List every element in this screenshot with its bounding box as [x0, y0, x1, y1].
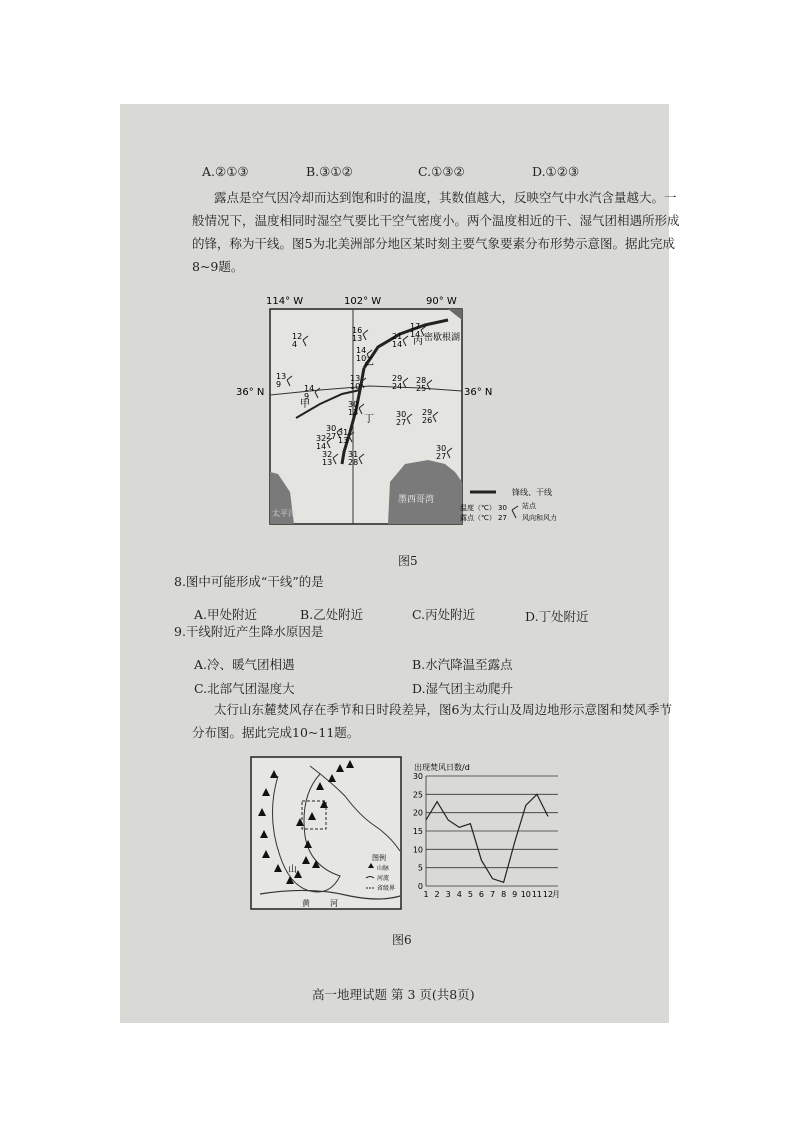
intro1-line-3: 的锋，称为干线。图5为北美洲部分地区某时刻主要气象要素分布形势示意图。据此完成	[192, 236, 675, 251]
station-temp: 30	[436, 444, 447, 453]
lon-label-90: 90° W	[426, 296, 457, 307]
y-tick-label: 25	[412, 790, 423, 800]
gulf-label: 墨西哥湾	[398, 495, 435, 505]
intro1-line-1: 露点是空气因冷却而达到饱和时的温度，其数值越大，反映空气中水汽含量越大。一	[214, 190, 677, 205]
legend6-river: 河流	[377, 875, 390, 882]
lon-label-114: 114° W	[266, 296, 304, 307]
station-dew: 13	[322, 458, 333, 467]
figure-5-caption: 图5	[398, 554, 418, 568]
station-dew: 14	[410, 330, 421, 339]
chart-x-ticks	[423, 890, 560, 899]
q8-option-d[interactable]: D.丁处附近	[525, 609, 589, 624]
x-tick-label: 1	[423, 890, 429, 899]
station-temp: 17	[410, 322, 421, 331]
lon-label-102: 102° W	[344, 296, 382, 307]
station-temp: 32	[316, 434, 327, 443]
foehn-days-chart	[410, 760, 570, 910]
q9-option-b[interactable]: B.水汽降温至露点	[412, 657, 513, 672]
figure-6-map	[250, 756, 402, 910]
intro2-line-1: 太行山东麓焚风存在季节和日时段差异，图6为太行山及周边地形示意图和焚风季节	[214, 702, 672, 717]
station-temp: 29	[392, 374, 403, 383]
station-temp: 13	[350, 374, 361, 383]
x-tick-label: 6	[478, 890, 485, 899]
station-dew: 13	[348, 408, 359, 417]
map6-label-huang: 黄	[302, 899, 310, 908]
legend-dew-label: 露点（℃）	[460, 514, 496, 522]
x-tick-label: 11	[531, 890, 543, 899]
legend6-boundary: 省级界	[377, 885, 396, 892]
x-tick-label: 10	[520, 890, 531, 899]
station-temp: 30	[396, 410, 407, 419]
foehn-days-line	[426, 794, 548, 882]
map6-label-shan: 山	[288, 865, 298, 875]
x-tick-label: 5	[467, 890, 473, 899]
place-ding: 丁	[364, 414, 374, 425]
q8-option-b[interactable]: B.乙处附近	[300, 607, 364, 622]
y-tick-label: 15	[412, 827, 423, 836]
station-dew: 14	[316, 442, 327, 451]
station-dew: 14	[392, 340, 403, 349]
station-temp: 32	[322, 450, 333, 459]
legend-dew-value: 27	[498, 514, 507, 522]
station-temp: 16	[352, 326, 363, 335]
exam-page	[120, 104, 680, 1023]
x-tick-label: 3	[445, 890, 451, 899]
legend-wind-symbol	[512, 506, 518, 518]
legend-wind-label: 风向和风力	[522, 514, 557, 522]
station-dew: 26	[422, 416, 433, 425]
x-tick-label: 9	[512, 890, 518, 899]
station-temp: 13	[276, 372, 287, 381]
station-dew: 27	[326, 432, 337, 441]
chart-grid	[426, 776, 558, 886]
station-dew: 28	[348, 458, 359, 467]
michigan-label: 密歇根湖	[424, 333, 461, 343]
station-temp: 31	[338, 428, 349, 437]
lat-label-left: 36° N	[236, 387, 265, 398]
station-dew: 9	[304, 392, 310, 401]
lat-label-right: 36° N	[464, 387, 493, 398]
station-dew: 13	[352, 334, 363, 343]
q7-option-d[interactable]: D.①②③	[532, 164, 580, 179]
x-tick-label: 8	[501, 890, 507, 899]
station-dew: 9	[276, 380, 282, 389]
q9-stem: 9.干线附近产生降水原因是	[174, 624, 324, 639]
q7-option-b[interactable]: B.③①②	[306, 164, 353, 179]
y-tick-label: 30	[412, 772, 423, 781]
q8-option-c[interactable]: C.丙处附近	[412, 607, 476, 622]
y-tick-label: 10	[412, 845, 423, 855]
legend-front-label: 锋线、干线	[512, 488, 552, 497]
station-temp: 28	[416, 376, 427, 385]
station-temp: 30	[348, 400, 359, 409]
x-tick-label: 4	[456, 890, 462, 899]
place-jia: 甲	[300, 399, 310, 410]
chart-y-ticks	[413, 772, 423, 891]
q9-option-c[interactable]: C.北部气团湿度大	[194, 681, 295, 696]
station-dew: 24	[392, 382, 403, 391]
place-yi: 乙	[364, 357, 374, 368]
legend-temp-label: 温度（℃）	[460, 504, 496, 512]
station-temp: 12	[292, 332, 303, 341]
station-dew: 10	[356, 354, 367, 363]
q7-option-a[interactable]: A.②①③	[202, 164, 249, 179]
station-temp: 14	[304, 384, 315, 393]
station-temp: 21	[392, 332, 403, 341]
page-footer: 高一地理试题 第 3 页(共8页)	[312, 987, 475, 1002]
q8-stem: 8.图中可能形成“干线”的是	[174, 574, 324, 589]
station-temp: 31	[348, 450, 359, 459]
figure-6-caption: 图6	[392, 933, 412, 947]
station-dew: 27	[436, 452, 447, 461]
y-tick-label: 20	[412, 808, 423, 818]
pacific-label: 太平洋	[272, 509, 296, 518]
x-tick-label: 7	[489, 890, 496, 899]
x-unit-label: 月	[552, 890, 560, 899]
figure-5-map	[236, 292, 580, 542]
intro2-line-2: 分布图。据此完成10~11题。	[192, 725, 360, 740]
legend6-title: 图例	[372, 854, 386, 862]
station-temp: 29	[422, 408, 433, 417]
station-dew: 4	[292, 340, 298, 349]
legend6-mountain: 山脉	[377, 865, 390, 872]
y-tick-label: 5	[417, 863, 423, 873]
place-bing: 丙	[413, 336, 423, 347]
legend-temp-value: 30	[498, 504, 507, 512]
q9-option-d[interactable]: D.湿气团主动爬升	[412, 681, 514, 696]
station-temp: 30	[326, 424, 337, 433]
q8-option-a[interactable]: A.甲处附近	[194, 607, 258, 622]
chart-ylabel: 出现焚风日数/d	[414, 763, 470, 772]
station-dew: 25	[416, 384, 427, 393]
station-dew: 10	[350, 382, 361, 391]
x-tick-label: 2	[434, 890, 440, 899]
map6-label-he: 河	[330, 899, 338, 908]
x-tick-label: 12	[542, 890, 554, 899]
q7-option-c[interactable]: C.①③②	[418, 164, 465, 179]
intro1-line-2: 般情况下，温度相同时湿空气要比干空气密度小。两个温度相近的干、湿气团相遇所形成	[192, 213, 680, 228]
station-dew: 27	[396, 418, 407, 427]
intro1-line-4: 8~9题。	[192, 259, 244, 274]
q9-option-a[interactable]: A.冷、暖气团相遇	[194, 657, 295, 672]
legend-station-label: 站点	[522, 502, 536, 510]
station-temp: 14	[356, 346, 367, 355]
station-dew: 13	[338, 436, 349, 445]
y-tick-label: 0	[417, 882, 423, 891]
